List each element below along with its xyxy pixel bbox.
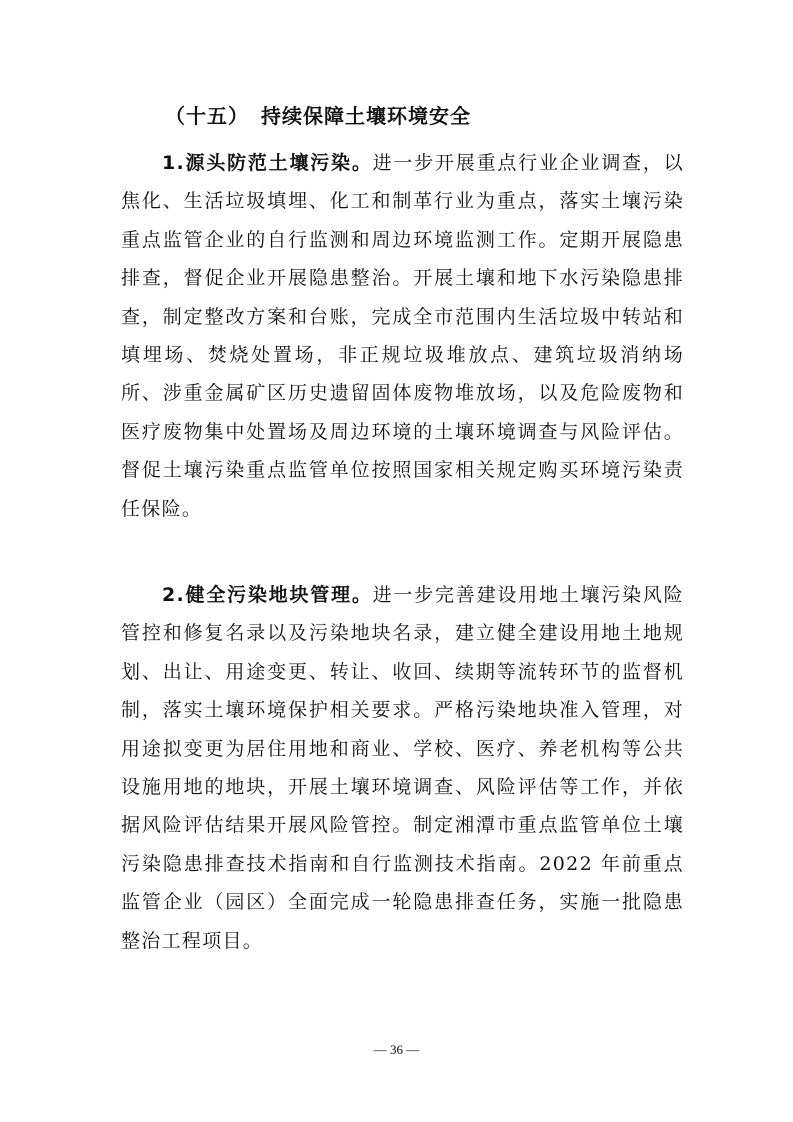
- paragraph-text: 进一步完善建设用地土壤污染风险管控和修复名录以及污染地块名录，建立健全建设用地土地规划、出让、用途变更、转让、收回、续期等流转环节的监督机制，落实土壤环境保护相关要求。严格污染地块准入管理，对用途拟变更为居住用地和商业、学校、医疗、养老机构等公共设施用地的地块，开展土壤环境调查、风险评估等工作，并依据风险评估结果开展风险管控。制定湘潭市重点监管单位土壤污染隐患排查技术指南和自行监测技术指南。2022 年前重点监管企业（园区）全面完成一轮隐患排查任务，实施一批隐患整治工程项目。: [121, 584, 684, 952]
- paragraph-lead: 2.健全污染地块管理。: [162, 584, 373, 606]
- paragraph-lead: 1.源头防范土壤污染。: [162, 152, 373, 174]
- paragraph-text: 进一步开展重点行业企业调查，以焦化、生活垃圾填埋、化工和制革行业为重点，落实土壤污染重点监管企业的自行监测和周边环境监测工作。定期开展隐患排查，督促企业开展隐患整治。开展土壤和地下水污染隐患排查，制定整改方案和台账，完成全市范围内生活垃圾中转站和填埋场、焚烧处置场，非正规垃圾堆放点、建筑垃圾消纳场所、涉重金属矿区历史遗留固体废物堆放场，以及危险废物和医疗废物集中处置场及周边环境的土壤环境调查与风险评估。督促土壤污染重点监管单位按照国家相关规定购买环境污染责任保险。: [121, 152, 684, 520]
- paragraph-contaminated-land: [121, 576, 684, 960]
- section-heading: [165, 98, 685, 134]
- section-number: （十五）: [165, 104, 249, 128]
- page-number: — 36 —: [373, 1042, 420, 1057]
- section-title: 持续保障土壤环境安全: [261, 104, 471, 128]
- paragraph-source-prevention: [121, 144, 684, 528]
